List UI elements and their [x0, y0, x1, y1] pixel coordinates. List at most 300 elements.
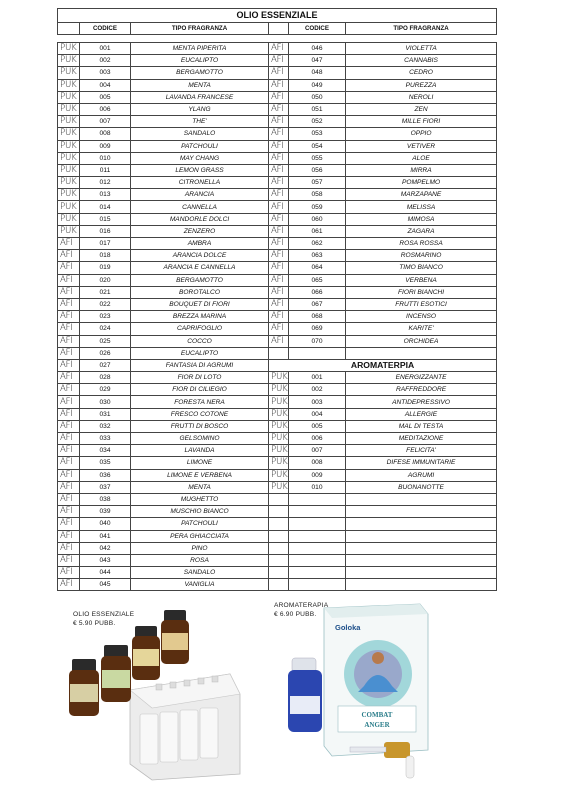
series-prefix: PUK: [58, 43, 80, 55]
table-row: [58, 506, 497, 518]
fragrance-name: ENERGIZZANTE: [346, 372, 497, 384]
series-prefix: AFI: [269, 140, 289, 152]
fragrance-name: ARANCIA DOLCE: [131, 250, 269, 262]
fragrance-name: ARANCIA: [131, 189, 269, 201]
series-prefix: AFI: [58, 530, 80, 542]
fragrance-name: ARANCIA E CANNELLA: [131, 262, 269, 274]
series-prefix: PUK: [269, 457, 289, 469]
series-prefix: PUK: [269, 396, 289, 408]
series-prefix: AFI: [269, 177, 289, 189]
product-code: 044: [80, 567, 131, 579]
product-code: 007: [80, 116, 131, 128]
series-prefix: AFI: [58, 433, 80, 445]
table-row: [58, 542, 497, 554]
empty-cell: [346, 506, 497, 518]
product-code: 021: [80, 286, 131, 298]
series-prefix: AFI: [269, 238, 289, 250]
empty-cell: [346, 530, 497, 542]
fragrance-name: MUSCHIO BIANCO: [131, 506, 269, 518]
empty-cell: [269, 493, 289, 505]
empty-cell: [269, 518, 289, 530]
fragrance-name: VANIGLIA: [131, 579, 269, 591]
spacer-row: [58, 35, 497, 43]
fragrance-name: FIOR DI CILIEGIO: [131, 384, 269, 396]
fragrance-name: ORCHIDEA: [346, 335, 497, 347]
product-code: 054: [289, 140, 346, 152]
series-prefix: PUK: [58, 128, 80, 140]
table-row: [58, 567, 497, 579]
product-code: 035: [80, 457, 131, 469]
series-prefix: AFI: [269, 213, 289, 225]
table-row: [58, 298, 497, 310]
table-row: [58, 554, 497, 566]
product-code: 043: [80, 554, 131, 566]
series-prefix: AFI: [269, 79, 289, 91]
fragrance-name: BOUQUET DI FIORI: [131, 298, 269, 310]
series-prefix: AFI: [58, 238, 80, 250]
table-row: [58, 530, 497, 542]
series-prefix: AFI: [269, 91, 289, 103]
series-prefix: AFI: [58, 359, 80, 371]
empty-cell: [346, 567, 497, 579]
product-code: 020: [80, 274, 131, 286]
product-code: 036: [80, 469, 131, 481]
product-code: 004: [80, 79, 131, 91]
column-header-type: TIPO FRAGRANZA: [346, 23, 497, 35]
table-row: [58, 91, 497, 103]
fragrance-name: DIFESE IMMUNITARIE: [346, 457, 497, 469]
empty-cell: [289, 530, 346, 542]
table-row: [58, 116, 497, 128]
fragrance-name: FRESCO COTONE: [131, 408, 269, 420]
empty-cell: [269, 506, 289, 518]
table-row: [58, 359, 497, 371]
product-code: 014: [80, 201, 131, 213]
fragrance-name: YLANG: [131, 103, 269, 115]
empty-cell: [289, 567, 346, 579]
fragrance-name: ALOE: [346, 152, 497, 164]
series-prefix: PUK: [269, 469, 289, 481]
empty-cell: [269, 567, 289, 579]
fragrance-name: BUONANOTTE: [346, 481, 497, 493]
amber-bottle: [69, 659, 99, 716]
table-row: [58, 518, 497, 530]
product-code: 037: [80, 481, 131, 493]
product-code: 061: [289, 225, 346, 237]
fragrance-name: LIMONE: [131, 457, 269, 469]
product-code: 060: [289, 213, 346, 225]
box-label-line1: COMBAT: [361, 711, 393, 719]
fragrance-name: PINO: [131, 542, 269, 554]
table-row: [58, 225, 497, 237]
series-prefix: PUK: [269, 445, 289, 457]
fragrance-name: MENTA PIPERITA: [131, 43, 269, 55]
series-prefix: AFI: [58, 506, 80, 518]
series-prefix: AFI: [269, 274, 289, 286]
product-code: 031: [80, 408, 131, 420]
column-header-type: TIPO FRAGRANZA: [131, 23, 269, 35]
series-prefix: AFI: [58, 396, 80, 408]
series-prefix: AFI: [58, 554, 80, 566]
series-prefix: AFI: [58, 567, 80, 579]
fragrance-name: ALLERGIE: [346, 408, 497, 420]
fragrance-name: PATCHOULI: [131, 140, 269, 152]
fragrance-name: KARITE': [346, 323, 497, 335]
product-code: 062: [289, 238, 346, 250]
table-row: [58, 408, 497, 420]
table-row: [58, 250, 497, 262]
fragrance-name: ROSA ROSSA: [346, 238, 497, 250]
empty-cell: [269, 579, 289, 591]
product-code: 012: [80, 177, 131, 189]
table-row: [58, 262, 497, 274]
product-code: 068: [289, 311, 346, 323]
product-code: 006: [289, 433, 346, 445]
fragrance-name: LEMON GRASS: [131, 164, 269, 176]
column-header-code: CODICE: [289, 23, 346, 35]
table-row: [58, 457, 497, 469]
box-brand: Goloka: [335, 623, 361, 632]
table-row: [58, 420, 497, 432]
product-code: 047: [289, 55, 346, 67]
fragrance-name: PERA GHIACCIATA: [131, 530, 269, 542]
fragrance-name: MEDITAZIONE: [346, 433, 497, 445]
fragrance-name: MARZAPANE: [346, 189, 497, 201]
empty-cell: [269, 554, 289, 566]
product-code: 001: [80, 43, 131, 55]
table-row: [58, 213, 497, 225]
series-prefix: AFI: [269, 128, 289, 140]
product-code: 030: [80, 396, 131, 408]
fragrance-name: CEDRO: [346, 67, 497, 79]
series-prefix: AFI: [269, 189, 289, 201]
table-row: [58, 469, 497, 481]
fragrance-name: MENTA: [131, 79, 269, 91]
product-code: 046: [289, 43, 346, 55]
table-row: [58, 286, 497, 298]
empty-cell: [346, 493, 497, 505]
series-prefix: PUK: [58, 164, 80, 176]
price-list-sheet: [57, 8, 496, 591]
product-code: 001: [289, 372, 346, 384]
product-code: 065: [289, 274, 346, 286]
fragrance-name: ANTIDEPRESSIVO: [346, 396, 497, 408]
product-code: 032: [80, 420, 131, 432]
empty-cell: [289, 506, 346, 518]
product-code: 011: [80, 164, 131, 176]
product-code: 019: [80, 262, 131, 274]
product-code: 040: [80, 518, 131, 530]
fragrance-name: FORESTA NERA: [131, 396, 269, 408]
product-code: 049: [289, 79, 346, 91]
caption-aromatherapy: AROMATERAPIA € 6.90 PUBB.: [274, 602, 329, 618]
fragrance-name: LAVANDA: [131, 445, 269, 457]
table-row: [58, 43, 497, 55]
fragrance-name: ROSMARINO: [346, 250, 497, 262]
caption-essential-oil: OLIO ESSENZIALE € 5.90 PUBB.: [73, 611, 135, 627]
fragrance-name: EUCALIPTO: [131, 55, 269, 67]
empty-cell: [269, 530, 289, 542]
product-code: 005: [289, 420, 346, 432]
product-code: 041: [80, 530, 131, 542]
fragrance-name: VERBENA: [346, 274, 497, 286]
product-code: 008: [80, 128, 131, 140]
fragrance-name: MENTA: [131, 481, 269, 493]
product-code: 009: [80, 140, 131, 152]
series-prefix: AFI: [58, 493, 80, 505]
table-row: [58, 445, 497, 457]
product-code: 015: [80, 213, 131, 225]
table-row: [58, 164, 497, 176]
fragrance-name: MUGHETTO: [131, 493, 269, 505]
series-prefix: AFI: [269, 311, 289, 323]
product-code: 067: [289, 298, 346, 310]
fragrance-name: MAY CHANG: [131, 152, 269, 164]
series-prefix: PUK: [58, 177, 80, 189]
series-prefix: PUK: [58, 67, 80, 79]
series-prefix: PUK: [58, 189, 80, 201]
table-row: [58, 140, 497, 152]
product-code: 069: [289, 323, 346, 335]
product-code: 013: [80, 189, 131, 201]
fragrance-name: CANNELLA: [131, 201, 269, 213]
fragrance-name: THE': [131, 116, 269, 128]
page-title: OLIO ESSENZIALE: [58, 9, 497, 23]
series-prefix: AFI: [269, 67, 289, 79]
product-code: 003: [80, 67, 131, 79]
series-prefix: AFI: [58, 384, 80, 396]
amber-bottle: [132, 626, 160, 680]
fragrance-name: ROSA: [131, 554, 269, 566]
essential-oil-bottles-photo: [60, 604, 260, 784]
product-code: 004: [289, 408, 346, 420]
series-prefix: AFI: [58, 323, 80, 335]
fragrance-name: INCENSO: [346, 311, 497, 323]
aromatherapy-product-photo: [280, 600, 440, 785]
table-row: [58, 335, 497, 347]
fragrance-name: BERGAMOTTO: [131, 274, 269, 286]
box-label-line2: ANGER: [364, 721, 390, 729]
product-code: 010: [80, 152, 131, 164]
product-code: 024: [80, 323, 131, 335]
fragrance-name: TIMO BIANCO: [346, 262, 497, 274]
series-prefix: AFI: [58, 518, 80, 530]
series-prefix: AFI: [58, 262, 80, 274]
product-code: 033: [80, 433, 131, 445]
table-row: [58, 481, 497, 493]
series-prefix: AFI: [58, 347, 80, 359]
table-row: [58, 396, 497, 408]
empty-cell: [289, 518, 346, 530]
series-prefix: AFI: [58, 542, 80, 554]
series-prefix: AFI: [269, 286, 289, 298]
fragrance-name: MANDORLE DOLCI: [131, 213, 269, 225]
fragrance-name: MILLE FIORI: [346, 116, 497, 128]
product-code: 059: [289, 201, 346, 213]
fragrance-name: FANTASIA DI AGRUMI: [131, 359, 269, 371]
product-code: 022: [80, 298, 131, 310]
series-prefix: AFI: [58, 335, 80, 347]
empty-cell: [289, 542, 346, 554]
column-header-code: CODICE: [80, 23, 131, 35]
product-code: 029: [80, 384, 131, 396]
product-code: 016: [80, 225, 131, 237]
fragrance-name: ZEN: [346, 103, 497, 115]
empty-cell: [346, 542, 497, 554]
product-code: 057: [289, 177, 346, 189]
empty-cell: [346, 518, 497, 530]
fragrance-name: EUCALIPTO: [131, 347, 269, 359]
fragrance-name: MAL DI TESTA: [346, 420, 497, 432]
product-code: 066: [289, 286, 346, 298]
product-code: 007: [289, 445, 346, 457]
fragrance-name: PUREZZA: [346, 79, 497, 91]
table-row: [58, 79, 497, 91]
product-code: 003: [289, 396, 346, 408]
product-code: 027: [80, 359, 131, 371]
series-prefix: PUK: [269, 420, 289, 432]
table-row: [58, 238, 497, 250]
product-code: 026: [80, 347, 131, 359]
product-code: 048: [289, 67, 346, 79]
series-prefix: AFI: [269, 250, 289, 262]
dropper-icon: [350, 742, 414, 778]
empty-cell: [289, 493, 346, 505]
table-row: [58, 67, 497, 79]
fragrance-name: BREZZA MARINA: [131, 311, 269, 323]
fragrance-name: LIMONE E VERBENA: [131, 469, 269, 481]
series-prefix: PUK: [269, 408, 289, 420]
table-row: [58, 201, 497, 213]
table-row: [58, 103, 497, 115]
series-prefix: AFI: [269, 164, 289, 176]
series-prefix: AFI: [269, 298, 289, 310]
fragrance-name: BOROTALCO: [131, 286, 269, 298]
product-code: 010: [289, 481, 346, 493]
table-row: [58, 372, 497, 384]
empty-cell: [289, 554, 346, 566]
blue-bottle: [288, 658, 322, 732]
series-prefix: AFI: [269, 103, 289, 115]
product-code: 028: [80, 372, 131, 384]
series-prefix: AFI: [269, 116, 289, 128]
amber-bottle: [161, 610, 189, 664]
product-code: 038: [80, 493, 131, 505]
fragrance-name: SANDALO: [131, 567, 269, 579]
series-prefix: PUK: [58, 152, 80, 164]
series-prefix: AFI: [269, 323, 289, 335]
fragrance-name: BERGAMOTTO: [131, 67, 269, 79]
table-row: [58, 177, 497, 189]
product-code: 056: [289, 164, 346, 176]
series-prefix: AFI: [58, 469, 80, 481]
fragrance-name: MELISSA: [346, 201, 497, 213]
product-code: 058: [289, 189, 346, 201]
table-row: [58, 579, 497, 591]
series-prefix: PUK: [58, 103, 80, 115]
table-row: [58, 311, 497, 323]
fragrance-name: POMPELMO: [346, 177, 497, 189]
series-prefix: AFI: [58, 250, 80, 262]
fragrance-name: VETIVER: [346, 140, 497, 152]
table-row: [58, 493, 497, 505]
fragrance-name: MIRRA: [346, 164, 497, 176]
fragrance-name: PATCHOULI: [131, 518, 269, 530]
product-code: 070: [289, 335, 346, 347]
empty-cell: [346, 347, 497, 359]
product-code: 023: [80, 311, 131, 323]
empty-cell: [289, 347, 346, 359]
product-code: 045: [80, 579, 131, 591]
series-prefix: AFI: [269, 225, 289, 237]
series-prefix: AFI: [58, 274, 80, 286]
fragrance-name: FRUTTI DI BOSCO: [131, 420, 269, 432]
fragrance-name: OPPIO: [346, 128, 497, 140]
series-prefix: PUK: [58, 55, 80, 67]
series-prefix: AFI: [58, 311, 80, 323]
fragrance-name: ZAGARA: [346, 225, 497, 237]
empty-cell: [346, 554, 497, 566]
table-row: [58, 189, 497, 201]
product-code: 018: [80, 250, 131, 262]
series-prefix: AFI: [269, 55, 289, 67]
series-prefix: PUK: [58, 140, 80, 152]
series-prefix: AFI: [58, 579, 80, 591]
fragrance-name: LAVANDA FRANCESE: [131, 91, 269, 103]
series-prefix: AFI: [269, 335, 289, 347]
table-row: [58, 128, 497, 140]
series-prefix: PUK: [269, 433, 289, 445]
table-row: [58, 384, 497, 396]
fragrance-name: CAPRIFOGLIO: [131, 323, 269, 335]
fragrance-name: AMBRA: [131, 238, 269, 250]
series-prefix: AFI: [58, 457, 80, 469]
series-prefix: PUK: [58, 79, 80, 91]
fragrance-name: FIORI BIANCHI: [346, 286, 497, 298]
product-code: 009: [289, 469, 346, 481]
product-code: 005: [80, 91, 131, 103]
series-prefix: AFI: [58, 286, 80, 298]
fragrance-name: FIOR DI LOTO: [131, 372, 269, 384]
product-code: 034: [80, 445, 131, 457]
fragrance-name: ZENZERO: [131, 225, 269, 237]
series-prefix: AFI: [58, 445, 80, 457]
product-code: 039: [80, 506, 131, 518]
series-prefix: AFI: [269, 201, 289, 213]
product-code: 002: [80, 55, 131, 67]
product-code: 006: [80, 103, 131, 115]
empty-cell: [289, 579, 346, 591]
fragrance-name: VIOLETTA: [346, 43, 497, 55]
product-code: 053: [289, 128, 346, 140]
series-prefix: PUK: [58, 201, 80, 213]
product-code: 055: [289, 152, 346, 164]
fragrance-name: MIMOSA: [346, 213, 497, 225]
series-prefix: PUK: [269, 481, 289, 493]
series-prefix: AFI: [58, 372, 80, 384]
fragrance-name: SANDALO: [131, 128, 269, 140]
empty-cell: [269, 542, 289, 554]
table-row: [58, 274, 497, 286]
section-title-aromatherapy: AROMATERPIA: [269, 359, 497, 371]
empty-cell: [269, 347, 289, 359]
series-prefix: AFI: [58, 420, 80, 432]
amber-bottle: [101, 645, 131, 702]
product-code: 064: [289, 262, 346, 274]
table-row: [58, 347, 497, 359]
fragrance-name: AGRUMI: [346, 469, 497, 481]
fragrance-name: NEROLI: [346, 91, 497, 103]
